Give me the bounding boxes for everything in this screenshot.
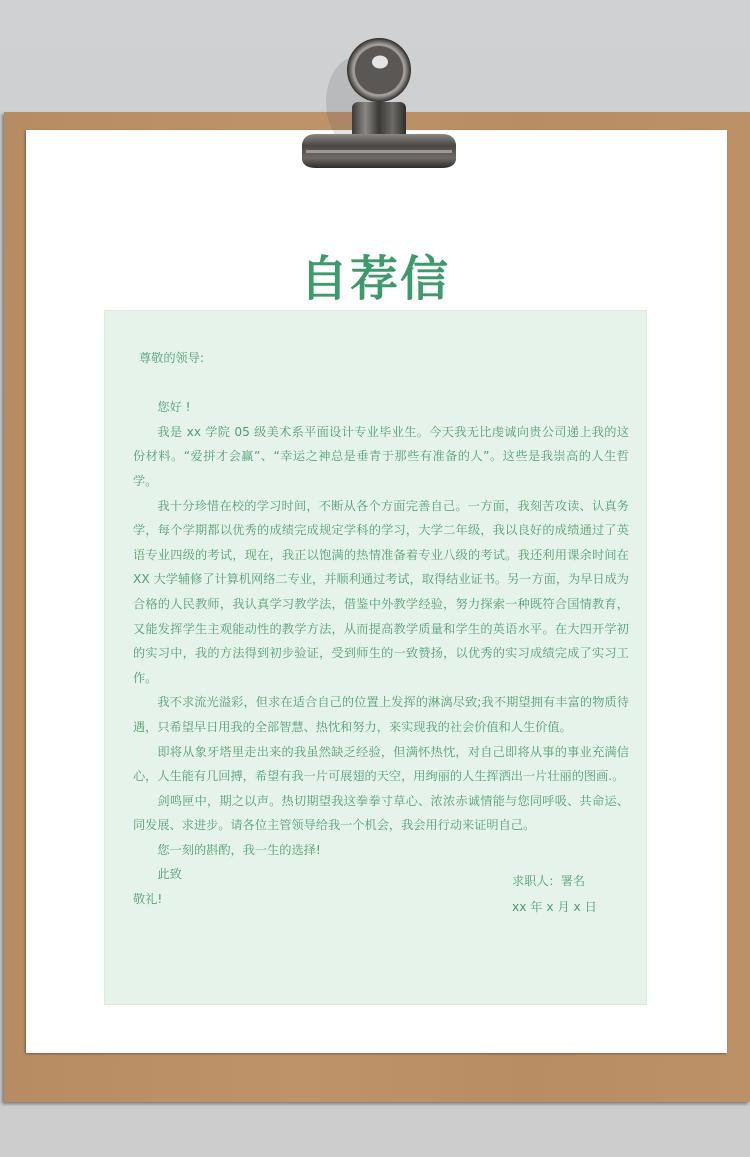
salutation: 尊敬的领导: — [139, 351, 205, 365]
paragraph-choice: 您一刻的斟酌，我一生的选择! — [157, 842, 321, 857]
closing-line-1: 此致 — [157, 867, 182, 882]
paragraph-intro: 我是 xx 学院 05 级美术系平面设计专业毕业生。今天我无比虔诚向贵公司递上我的这份材料。“爱拼才会赢”、“幸运之神总是垂青于那些有准备的人”。这些是我崇高的人生哲学。 — [133, 424, 629, 488]
page-title: 自荐信 — [299, 251, 450, 307]
letter-body — [133, 346, 629, 912]
paragraph-aspiration: 即将从象牙塔里走出来的我虽然缺乏经验，但满怀热忱，对自己即将从事的事业充满信心，人生能有几回搏，希望有我一片可展翅的天空，用绚丽的人生挥洒出一片壮丽的图画.。 — [133, 744, 629, 784]
signature-block — [512, 868, 597, 920]
closing-line-2: 敬礼! — [133, 892, 163, 907]
paragraph-values: 我不求流光溢彩，但求在适合自己的位置上发挥的淋漓尽致;我不期望拥有丰富的物质待遇，只希望早日用我的全部智慧、热忱和努力，来实现我的社会价值和人生价值。 — [133, 695, 629, 734]
greeting: 您好 ! — [157, 400, 191, 415]
date: xx 年 x 月 x 日 — [512, 900, 597, 914]
binder-clip-icon — [296, 22, 462, 170]
signature: 求职人：署名 — [512, 874, 586, 888]
paragraph-request: 剑鸣匣中，期之以声。热切期望我这拳拳寸草心、浓浓赤诚情能与您同呼吸、共命运、同发展、求进步。请各位主管领导给我一个机会，我会用行动来证明自己。 — [133, 793, 629, 833]
paragraph-study: 我十分珍惜在校的学习时间，不断从各个方面完善自己。一方面，我刻苦攻读、认真务学，每个学期都以优秀的成绩完成规定学科的学习，大学二年级，我以良好的成绩通过了英语专业四级的考试，现在，我正以饱满的热情准备着专业八级的考试。我还利用课余时间在 XX 大学辅修了计算机网络二专业，并顺利通过考试，取得结业证书。另一方面，为早日成为合格的人民教师，我认真学习教学法，借鉴中外教学经验，努力探索一种既符合国情教育，又能发挥学生主观能动性的教学方法，从而提高教学质量和学生的英语水平。在大四开学初的实习中，我的方法得到初步验证，受到师生的一致赞扬，以优秀的实习成绩完成了实习工作。 — [133, 498, 629, 685]
